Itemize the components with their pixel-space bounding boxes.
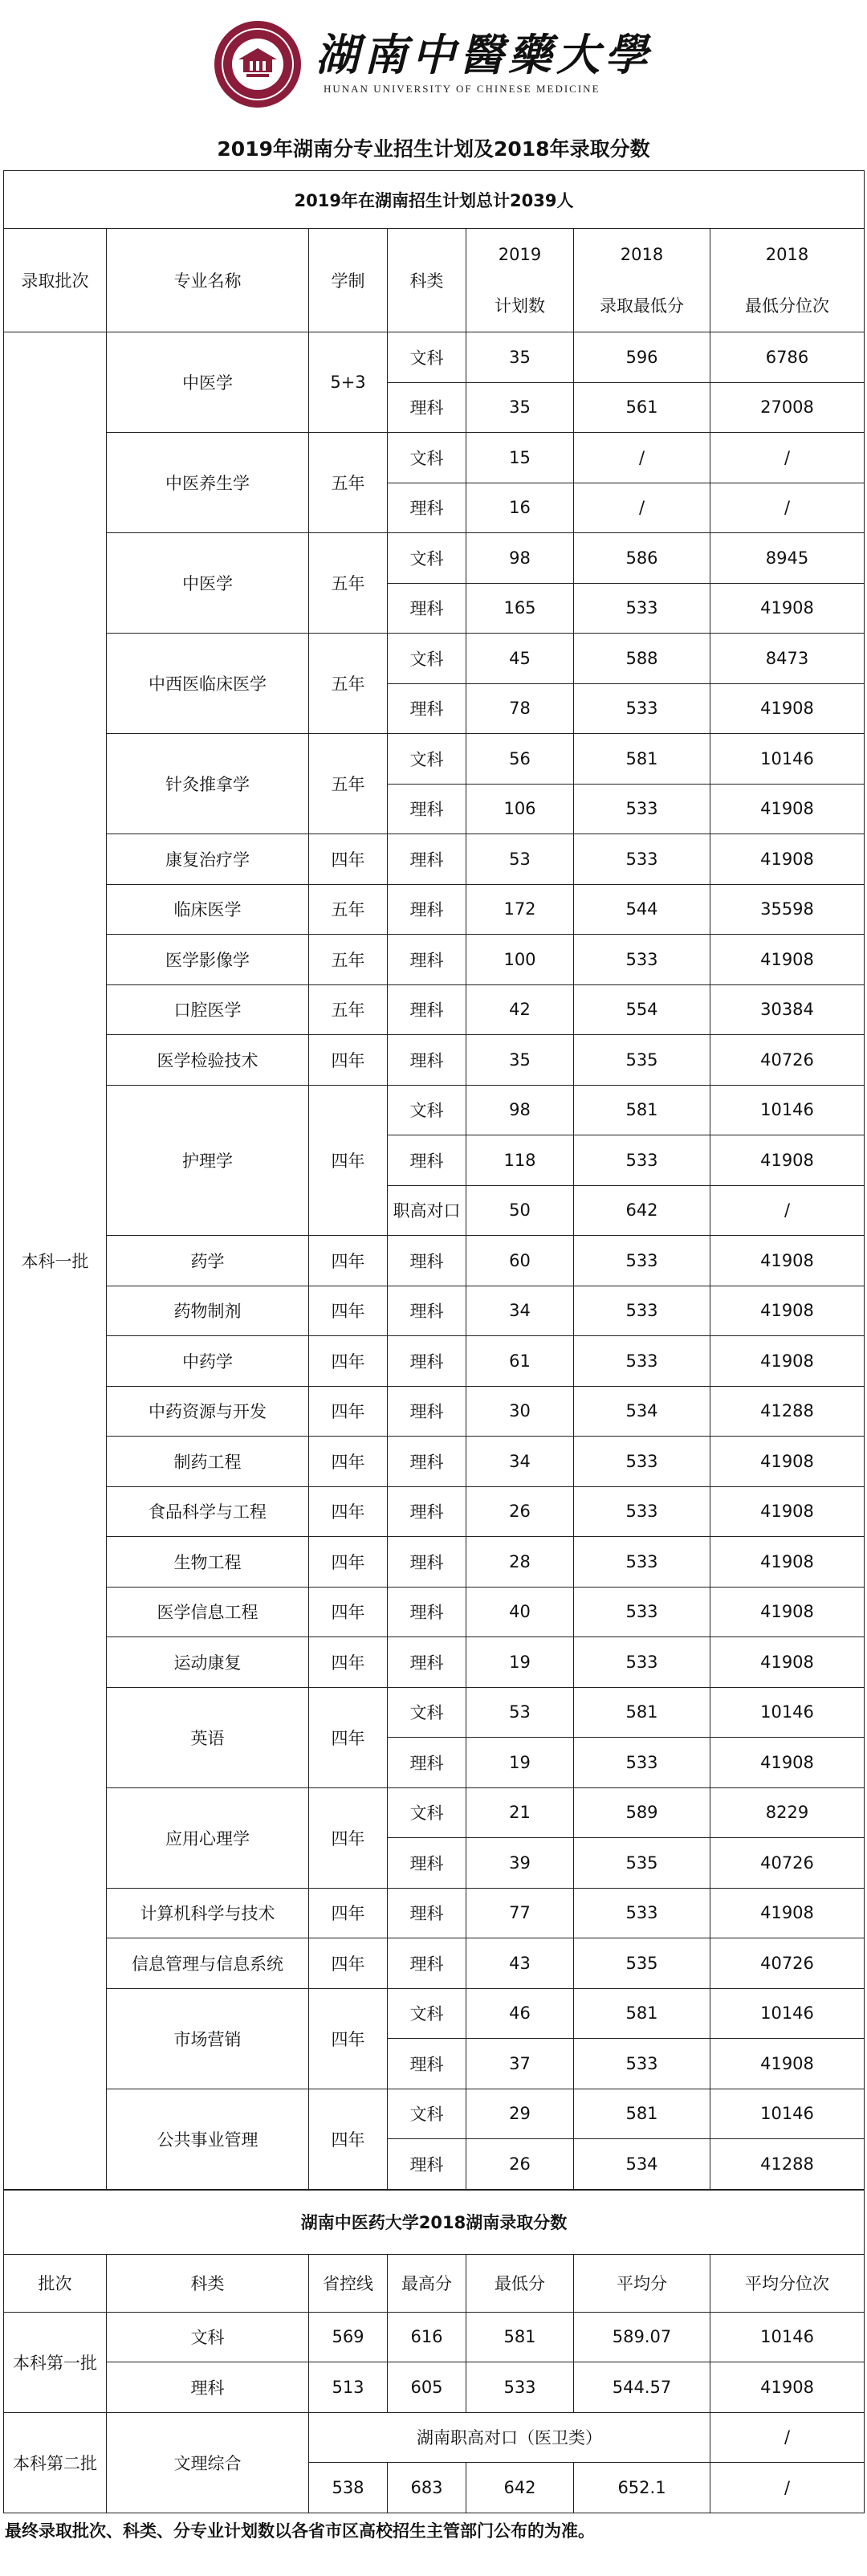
- cell-min-rank: 10146: [710, 734, 865, 785]
- major-name: 医学影像学: [107, 935, 309, 985]
- cell-subject: 理科: [388, 784, 466, 834]
- cell-min-score: 588: [574, 634, 710, 684]
- cell-control: 569: [309, 2312, 388, 2362]
- scores-header-subject: 科类: [107, 2254, 309, 2312]
- cell-min-score: 554: [574, 984, 710, 1035]
- logo-header: [0, 0, 867, 128]
- major-name: 中医学: [107, 332, 309, 433]
- cell-plan: 19: [466, 1738, 574, 1788]
- cell-rank: 41908: [710, 2362, 865, 2413]
- col-header-rank: [710, 229, 865, 332]
- cell-plan: 21: [466, 1787, 574, 1838]
- cell-plan: 61: [466, 1336, 574, 1387]
- cell-min-rank: 41908: [710, 784, 865, 834]
- cell-subject: 职高对口: [388, 1185, 466, 1236]
- table-row: [4, 2312, 865, 2362]
- cell-plan: 35: [466, 1035, 574, 1086]
- cell-min-rank: 10146: [710, 1085, 865, 1135]
- cell-min-rank: 8473: [710, 634, 865, 684]
- cell-min-score: 533: [574, 1236, 710, 1286]
- cell-min-rank: /: [710, 483, 865, 533]
- cell-subject: 理科: [388, 1888, 466, 1938]
- university-seal: [214, 21, 301, 108]
- admission-scores-table: [3, 2190, 865, 2513]
- cell-subject: 文科: [388, 1687, 466, 1738]
- cell-min-score: 533: [574, 1135, 710, 1186]
- cell-min-score: 533: [574, 683, 710, 734]
- cell-min-score: 581: [574, 1988, 710, 2039]
- major-name: 市场营销: [107, 1988, 309, 2089]
- major-name: 医学检验技术: [107, 1035, 309, 1086]
- cell-min-score: 533: [574, 1286, 710, 1336]
- cell-plan: 46: [466, 1988, 574, 2039]
- table-row: [4, 834, 865, 885]
- table-row: [4, 1687, 865, 1738]
- major-years: 四年: [309, 834, 388, 885]
- cell-subject: 理科: [388, 834, 466, 885]
- major-name: 制药工程: [107, 1437, 309, 1487]
- major-years: 四年: [309, 1637, 388, 1688]
- table-row: [4, 884, 865, 935]
- cell-min-rank: 41908: [710, 1537, 865, 1588]
- cell-subject: 理科: [388, 1035, 466, 1086]
- batch2-sub-rank: /: [710, 2412, 865, 2463]
- table-row: [4, 1537, 865, 1588]
- cell-min-rank: 41908: [710, 1437, 865, 1487]
- major-years: 五年: [309, 433, 388, 533]
- major-years: 四年: [309, 1386, 388, 1437]
- cell-subject: 文科: [388, 634, 466, 684]
- cell-plan: 100: [466, 935, 574, 985]
- table-row: [4, 1988, 865, 2039]
- cell-subject: 理科: [388, 984, 466, 1035]
- cell-subject: 文科: [107, 2312, 309, 2362]
- page-title: 2019年湖南分专业招生计划及2018年录取分数: [217, 137, 650, 161]
- cell-plan: 34: [466, 1437, 574, 1487]
- cell-subject: 理科: [388, 1437, 466, 1487]
- cell-subject: 理科: [388, 1386, 466, 1437]
- major-name: 中药资源与开发: [107, 1386, 309, 1437]
- major-name: 临床医学: [107, 884, 309, 935]
- major-years: 四年: [309, 1988, 388, 2089]
- table-row: [4, 1286, 865, 1336]
- cell-plan: 56: [466, 734, 574, 785]
- batch-cell: 本科一批: [4, 332, 107, 2190]
- cell-plan: 77: [466, 1888, 574, 1938]
- cell-min-score: 534: [574, 2139, 710, 2190]
- cell-plan: 165: [466, 583, 574, 634]
- major-name: 信息管理与信息系统: [107, 1938, 309, 1989]
- cell-min-rank: 27008: [710, 382, 865, 433]
- cell-min-rank: 41908: [710, 1135, 865, 1186]
- scores-header-batch: 批次: [4, 2254, 107, 2312]
- major-name: 生物工程: [107, 1537, 309, 1588]
- col-header-rank-label: 最低分位次: [745, 296, 829, 316]
- cell-min-rank: /: [710, 1185, 865, 1236]
- scores-header-min: 最低分: [466, 2254, 574, 2312]
- cell-plan: 35: [466, 382, 574, 433]
- cell-plan: 43: [466, 1938, 574, 1989]
- cell-min-score: 533: [574, 1486, 710, 1537]
- cell-subject: 理科: [388, 2039, 466, 2089]
- major-name: 药学: [107, 1236, 309, 1286]
- col-header-subject: 科类: [388, 229, 466, 332]
- cell-min-score: 533: [574, 935, 710, 985]
- scores-header-max: 最高分: [388, 2254, 466, 2312]
- cell-min-rank: 40726: [710, 1838, 865, 1889]
- cell-min-score: 533: [574, 1336, 710, 1387]
- cell-min-score: 642: [574, 1185, 710, 1236]
- cell-min-rank: 41288: [710, 2139, 865, 2190]
- col-header-min-label: 录取最低分: [600, 296, 684, 316]
- table-row: [4, 2412, 865, 2463]
- col-header-rank-year: 2018: [765, 245, 809, 264]
- col-header-plan-label: 计划数: [495, 296, 545, 316]
- cell-min-score: 589: [574, 1787, 710, 1838]
- cell-subject: 文科: [388, 1085, 466, 1135]
- cell-subject: 文科: [388, 533, 466, 584]
- batch2-name: 本科第二批: [4, 2412, 107, 2513]
- table-row: [4, 1938, 865, 1989]
- cell-subject: 理科: [388, 2139, 466, 2190]
- cell-min-rank: 41908: [710, 834, 865, 885]
- cell-min-rank: 41908: [710, 935, 865, 985]
- cell-min-rank: 8945: [710, 533, 865, 584]
- major-years: 五年: [309, 984, 388, 1035]
- cell-plan: 42: [466, 984, 574, 1035]
- cell-subject: 文科: [388, 332, 466, 383]
- table-row: [4, 533, 865, 584]
- cell-subject: 理科: [388, 1738, 466, 1788]
- major-years: 四年: [309, 1437, 388, 1487]
- cell-min-rank: 40726: [710, 1938, 865, 1989]
- batch1-name: 本科第一批: [4, 2312, 107, 2412]
- scores-header-control: 省控线: [309, 2254, 388, 2312]
- cell-plan: 19: [466, 1637, 574, 1688]
- table-row: [4, 1085, 865, 1135]
- cell-min-score: 533: [574, 1587, 710, 1637]
- cell-min-score: 544: [574, 884, 710, 935]
- table-row: [4, 1035, 865, 1086]
- major-name: 中药学: [107, 1336, 309, 1387]
- cell-plan: 60: [466, 1236, 574, 1286]
- major-years: 五年: [309, 884, 388, 935]
- cell-min: 581: [466, 2312, 574, 2362]
- cell-min-score: 581: [574, 1687, 710, 1738]
- cell-subject: 理科: [388, 935, 466, 985]
- cell-plan: 39: [466, 1838, 574, 1889]
- major-name: 公共事业管理: [107, 2089, 309, 2189]
- cell-min-rank: 35598: [710, 884, 865, 935]
- table-row: [4, 1437, 865, 1487]
- table-row: [4, 433, 865, 483]
- cell-min-rank: 41908: [710, 1286, 865, 1336]
- major-years: 四年: [309, 1085, 388, 1236]
- col-header-plan: [466, 229, 574, 332]
- major-name: 药物制剂: [107, 1286, 309, 1336]
- cell-rank: /: [710, 2463, 865, 2513]
- cell-max: 683: [388, 2463, 466, 2513]
- university-name-cn: 湖南中醫藥大學: [315, 29, 653, 80]
- table-row: [4, 2089, 865, 2139]
- cell-min-rank: 41908: [710, 1336, 865, 1387]
- cell-subject: 理科: [388, 1838, 466, 1889]
- cell-min-score: 533: [574, 583, 710, 634]
- major-years: 四年: [309, 1888, 388, 1938]
- cell-min-score: 533: [574, 834, 710, 885]
- major-name: 口腔医学: [107, 984, 309, 1035]
- cell-subject: 理科: [388, 1587, 466, 1637]
- table-row: [4, 1386, 865, 1437]
- cell-avg: 652.1: [574, 2463, 710, 2513]
- cell-subject: 理科: [388, 1336, 466, 1387]
- major-name: 英语: [107, 1687, 309, 1787]
- col-header-years: 学制: [309, 229, 388, 332]
- footnote: 最终录取批次、科类、分专业计划数以各省市区高校招生主管部门公布的为准。: [5, 2521, 595, 2541]
- batch2-sub-label: 湖南职高对口（医卫类）: [309, 2412, 710, 2463]
- cell-min-rank: 41908: [710, 583, 865, 634]
- cell-plan: 98: [466, 1085, 574, 1135]
- cell-min-score: 533: [574, 1888, 710, 1938]
- major-name: 针灸推拿学: [107, 734, 309, 834]
- cell-rank: 10146: [710, 2312, 865, 2362]
- major-name: 计算机科学与技术: [107, 1888, 309, 1938]
- table-row: [4, 1486, 865, 1537]
- major-years: 四年: [309, 1336, 388, 1387]
- major-years: 四年: [309, 1787, 388, 1888]
- cell-avg: 544.57: [574, 2362, 710, 2413]
- cell-min-score: 561: [574, 382, 710, 433]
- major-years: 四年: [309, 1938, 388, 1989]
- cell-subject: 理科: [388, 1537, 466, 1588]
- cell-min-rank: 10146: [710, 2089, 865, 2139]
- major-years: 四年: [309, 1035, 388, 1086]
- scores-header-avg: 平均分: [574, 2254, 710, 2312]
- cell-subject: 文科: [388, 734, 466, 785]
- cell-subject: 理科: [388, 583, 466, 634]
- cell-subject: 理科: [388, 1637, 466, 1688]
- cell-max: 616: [388, 2312, 466, 2362]
- cell-min-rank: /: [710, 433, 865, 483]
- major-years: 四年: [309, 1537, 388, 1588]
- cell-plan: 106: [466, 784, 574, 834]
- cell-min-rank: 41908: [710, 2039, 865, 2089]
- table-row: [4, 634, 865, 684]
- cell-min-score: 535: [574, 1838, 710, 1889]
- major-years: 五年: [309, 634, 388, 734]
- col-header-min: [574, 229, 710, 332]
- cell-plan: 50: [466, 1185, 574, 1236]
- cell-min-rank: 41908: [710, 1637, 865, 1688]
- cell-min-rank: 41908: [710, 1888, 865, 1938]
- cell-min-score: 535: [574, 1938, 710, 1989]
- cell-plan: 98: [466, 533, 574, 584]
- major-name: 医学信息工程: [107, 1587, 309, 1637]
- major-years: 五年: [309, 935, 388, 985]
- cell-subject: 理科: [388, 683, 466, 734]
- table-row: [4, 1336, 865, 1387]
- cell-min: 642: [466, 2463, 574, 2513]
- col-header-major: 专业名称: [107, 229, 309, 332]
- cell-plan: 118: [466, 1135, 574, 1186]
- table-row: [4, 1888, 865, 1938]
- cell-plan: 34: [466, 1286, 574, 1336]
- cell-plan: 26: [466, 2139, 574, 2190]
- cell-subject: 理科: [388, 1135, 466, 1186]
- cell-min-score: 533: [574, 1437, 710, 1487]
- cell-min-score: 533: [574, 2039, 710, 2089]
- table-row: [4, 984, 865, 1035]
- major-name: 食品科学与工程: [107, 1486, 309, 1537]
- major-years: 5+3: [309, 332, 388, 433]
- col-header-plan-year: 2019: [498, 245, 542, 264]
- major-years: 四年: [309, 1587, 388, 1637]
- enrollment-plan-table: [3, 170, 865, 2190]
- cell-min-score: 581: [574, 734, 710, 785]
- cell-min: 533: [466, 2362, 574, 2413]
- cell-subject: 理科: [388, 483, 466, 533]
- scores-header-rank: 平均分位次: [710, 2254, 865, 2312]
- cell-min-score: 535: [574, 1035, 710, 1086]
- major-years: 四年: [309, 1286, 388, 1336]
- major-years: 五年: [309, 734, 388, 834]
- plan-table-title: 2019年在湖南招生计划总计2039人: [4, 171, 865, 229]
- major-years: 四年: [309, 1486, 388, 1537]
- cell-min-rank: 40726: [710, 1035, 865, 1086]
- cell-plan: 29: [466, 2089, 574, 2139]
- cell-control: 538: [309, 2463, 388, 2513]
- cell-max: 605: [388, 2362, 466, 2413]
- col-header-batch: 录取批次: [4, 229, 107, 332]
- cell-min-score: 596: [574, 332, 710, 383]
- cell-min-score: /: [574, 483, 710, 533]
- cell-min-rank: 41908: [710, 1236, 865, 1286]
- cell-plan: 16: [466, 483, 574, 533]
- cell-min-score: 533: [574, 784, 710, 834]
- cell-control: 513: [309, 2362, 388, 2413]
- table-row: [4, 1587, 865, 1637]
- cell-subject: 理科: [388, 1236, 466, 1286]
- scores-table-title: 湖南中医药大学2018湖南录取分数: [4, 2190, 865, 2254]
- major-years: 四年: [309, 1236, 388, 1286]
- cell-plan: 26: [466, 1486, 574, 1537]
- cell-min-score: /: [574, 433, 710, 483]
- cell-min-rank: 30384: [710, 984, 865, 1035]
- cell-min-rank: 10146: [710, 1687, 865, 1738]
- cell-subject: 理科: [388, 884, 466, 935]
- cell-min-rank: 10146: [710, 1988, 865, 2039]
- cell-min-score: 534: [574, 1386, 710, 1437]
- table-row: [4, 332, 865, 383]
- cell-plan: 53: [466, 1687, 574, 1738]
- cell-plan: 30: [466, 1386, 574, 1437]
- cell-plan: 37: [466, 2039, 574, 2089]
- cell-min-score: 533: [574, 1637, 710, 1688]
- cell-plan: 53: [466, 834, 574, 885]
- table-row: [4, 935, 865, 985]
- cell-min-rank: 6786: [710, 332, 865, 383]
- major-name: 中西医临床医学: [107, 634, 309, 734]
- major-name: 运动康复: [107, 1637, 309, 1688]
- cell-subject: 理科: [388, 1486, 466, 1537]
- cell-plan: 172: [466, 884, 574, 935]
- major-years: 五年: [309, 533, 388, 634]
- cell-min-score: 533: [574, 1738, 710, 1788]
- table-row: [4, 1637, 865, 1688]
- cell-min-rank: 41908: [710, 1486, 865, 1537]
- cell-min-score: 586: [574, 533, 710, 584]
- batch2-subject: 文理综合: [107, 2412, 309, 2513]
- cell-subject: 理科: [107, 2362, 309, 2413]
- cell-subject: 文科: [388, 1787, 466, 1838]
- cell-subject: 理科: [388, 1938, 466, 1989]
- cell-min-score: 581: [574, 2089, 710, 2139]
- cell-plan: 40: [466, 1587, 574, 1637]
- cell-min-rank: 41908: [710, 683, 865, 734]
- cell-plan: 35: [466, 332, 574, 383]
- cell-min-score: 581: [574, 1085, 710, 1135]
- major-years: 四年: [309, 2089, 388, 2189]
- cell-min-score: 533: [574, 1537, 710, 1588]
- cell-subject: 文科: [388, 1988, 466, 2039]
- table-row: [4, 1236, 865, 1286]
- cell-subject: 文科: [388, 433, 466, 483]
- table-row: [4, 2362, 865, 2413]
- cell-plan: 45: [466, 634, 574, 684]
- university-name-en: HUNAN UNIVERSITY OF CHINESE MEDICINE: [324, 83, 600, 95]
- cell-min-rank: 41908: [710, 1587, 865, 1637]
- major-years: 四年: [309, 1687, 388, 1787]
- table-row: [4, 1787, 865, 1838]
- col-header-min-year: 2018: [620, 245, 664, 264]
- cell-min-rank: 8229: [710, 1787, 865, 1838]
- cell-subject: 文科: [388, 2089, 466, 2139]
- seal-emblem-icon: [214, 21, 301, 108]
- plan-table-body: [4, 332, 865, 2190]
- major-name: 应用心理学: [107, 1787, 309, 1888]
- major-name: 康复治疗学: [107, 834, 309, 885]
- cell-plan: 15: [466, 433, 574, 483]
- major-name: 中医养生学: [107, 433, 309, 533]
- cell-subject: 理科: [388, 1286, 466, 1336]
- table-row: [4, 734, 865, 785]
- cell-plan: 78: [466, 683, 574, 734]
- cell-min-rank: 41908: [710, 1738, 865, 1788]
- cell-plan: 28: [466, 1537, 574, 1588]
- cell-min-rank: 41288: [710, 1386, 865, 1437]
- cell-avg: 589.07: [574, 2312, 710, 2362]
- cell-subject: 理科: [388, 382, 466, 433]
- major-name: 中医学: [107, 533, 309, 634]
- major-name: 护理学: [107, 1085, 309, 1236]
